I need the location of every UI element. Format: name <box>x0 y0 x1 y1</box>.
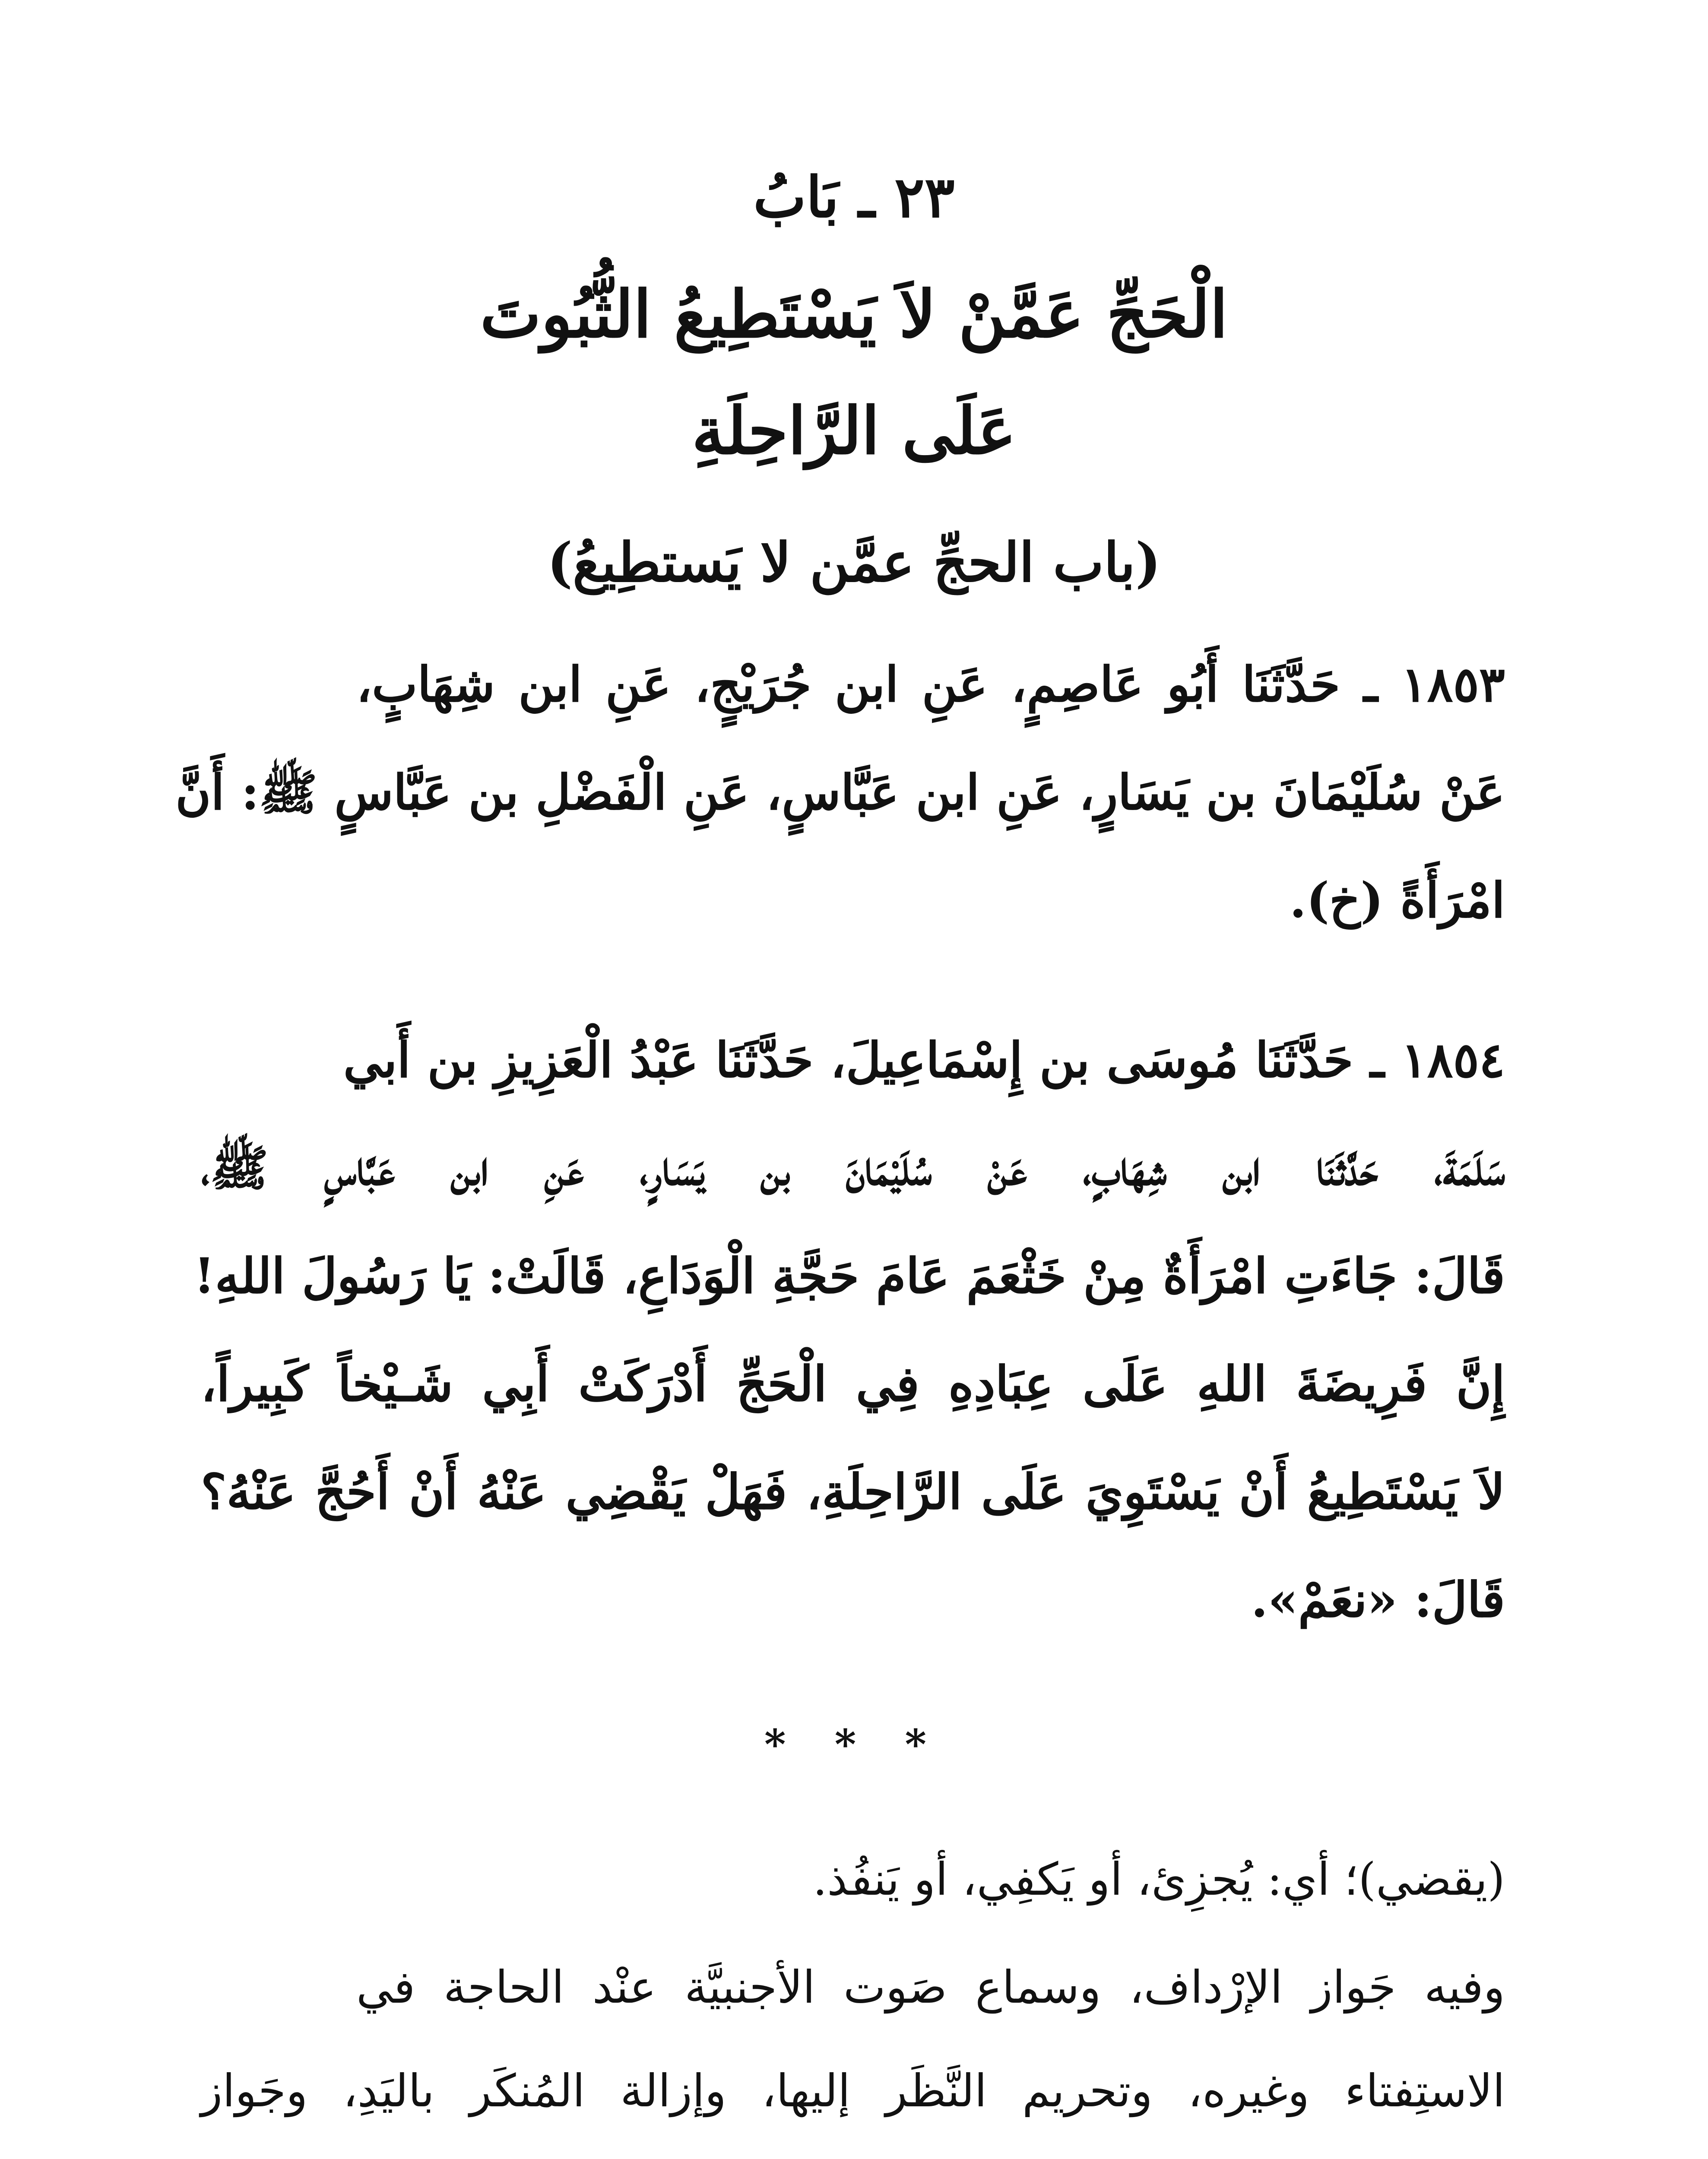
chapter-number: ٢٣ ـ بَابُ <box>753 164 955 230</box>
chapter-title-line-1: الْحَجِّ عَمَّنْ لاَ يَسْتَطِيعُ الثُّبُوتَ <box>480 276 1228 352</box>
hadith-1854-line-1: ١٨٥٤ ـ حَدَّثَنَا مُوسَى بن إِسْمَاعِيلَ، حَدَّثَنَا عَبْدُ الْعَزِيزِ بن أَبي <box>343 1032 1505 1089</box>
hadith-1854-line-5: لاَ يَسْتَطِيعُ أَنْ يَسْتَوِيَ عَلَى الرَّاحِلَةِ، فَهَلْ يَقْضِي عَنْهُ أَنْ أَحُجَّ عَنْهُ؟ <box>201 1464 1505 1520</box>
sub-heading: (باب الحجِّ عمَّن لا يَستطِيعُ) <box>547 531 1161 594</box>
hadith-1854-line-2: سَلَمَةَ، حَدَّثَنَا ابن شِهَابٍ، عَنْ سُلَيْمَانَ بن يَسَارٍ، عَنِ ابن عَبَّاسٍ ﷺ، <box>201 1140 1505 1197</box>
hadith-1854-line-4: إِنَّ فَرِيضَةَ اللهِ عَلَى عِبَادِهِ فِي الْحَجِّ أَدْرَكَتْ أَبِي شَـيْخاً كَبِيراً، <box>201 1356 1505 1412</box>
commentary-line-2: وفيه جَواز الإرْداف، وسماع صَوت الأجنبيَّة عنْد الحاجة في <box>356 1961 1505 2013</box>
hadith-1853-line-3: امْرَأَةً (خ). <box>1290 872 1505 929</box>
commentary-line-1: (يقضي)؛ أي: يُجزِئ، أو يَكفِي، أو يَنفُذ. <box>813 1853 1505 1906</box>
hadith-1853-line-2: عَنْ سُلَيْمَانَ بن يَسَارٍ، عَنِ ابن عَبَّاسٍ، عَنِ الْفَضْلِ بن عَبَّاسٍ ﷺ: أَنَّ <box>175 764 1505 821</box>
chapter-title-line-2: عَلَى الرَّاحِلَةِ <box>691 393 1017 469</box>
hadith-1854-line-6: قَالَ: «نعَمْ». <box>1251 1572 1505 1628</box>
commentary-line-3: الاستِفتاء وغيره، وتحريم النَّظَر إليها، وإزالة المُنكَر باليَدِ، وجَواز <box>201 2064 1505 2117</box>
hadith-1853-line-1: ١٨٥٣ ـ حَدَّثَنَا أَبُو عَاصِمٍ، عَنِ ابن جُرَيْجٍ، عَنِ ابن شِهَابٍ، <box>356 656 1505 713</box>
section-separator: * * * <box>764 1721 944 1769</box>
hadith-1854-line-3: قَالَ: جَاءَتِ امْرَأَةٌ مِنْ خَثْعَمَ عَامَ حَجَّةِ الْوَدَاعِ، قَالَتْ: يَا رَسُولَ اللهِ! <box>193 1248 1505 1304</box>
